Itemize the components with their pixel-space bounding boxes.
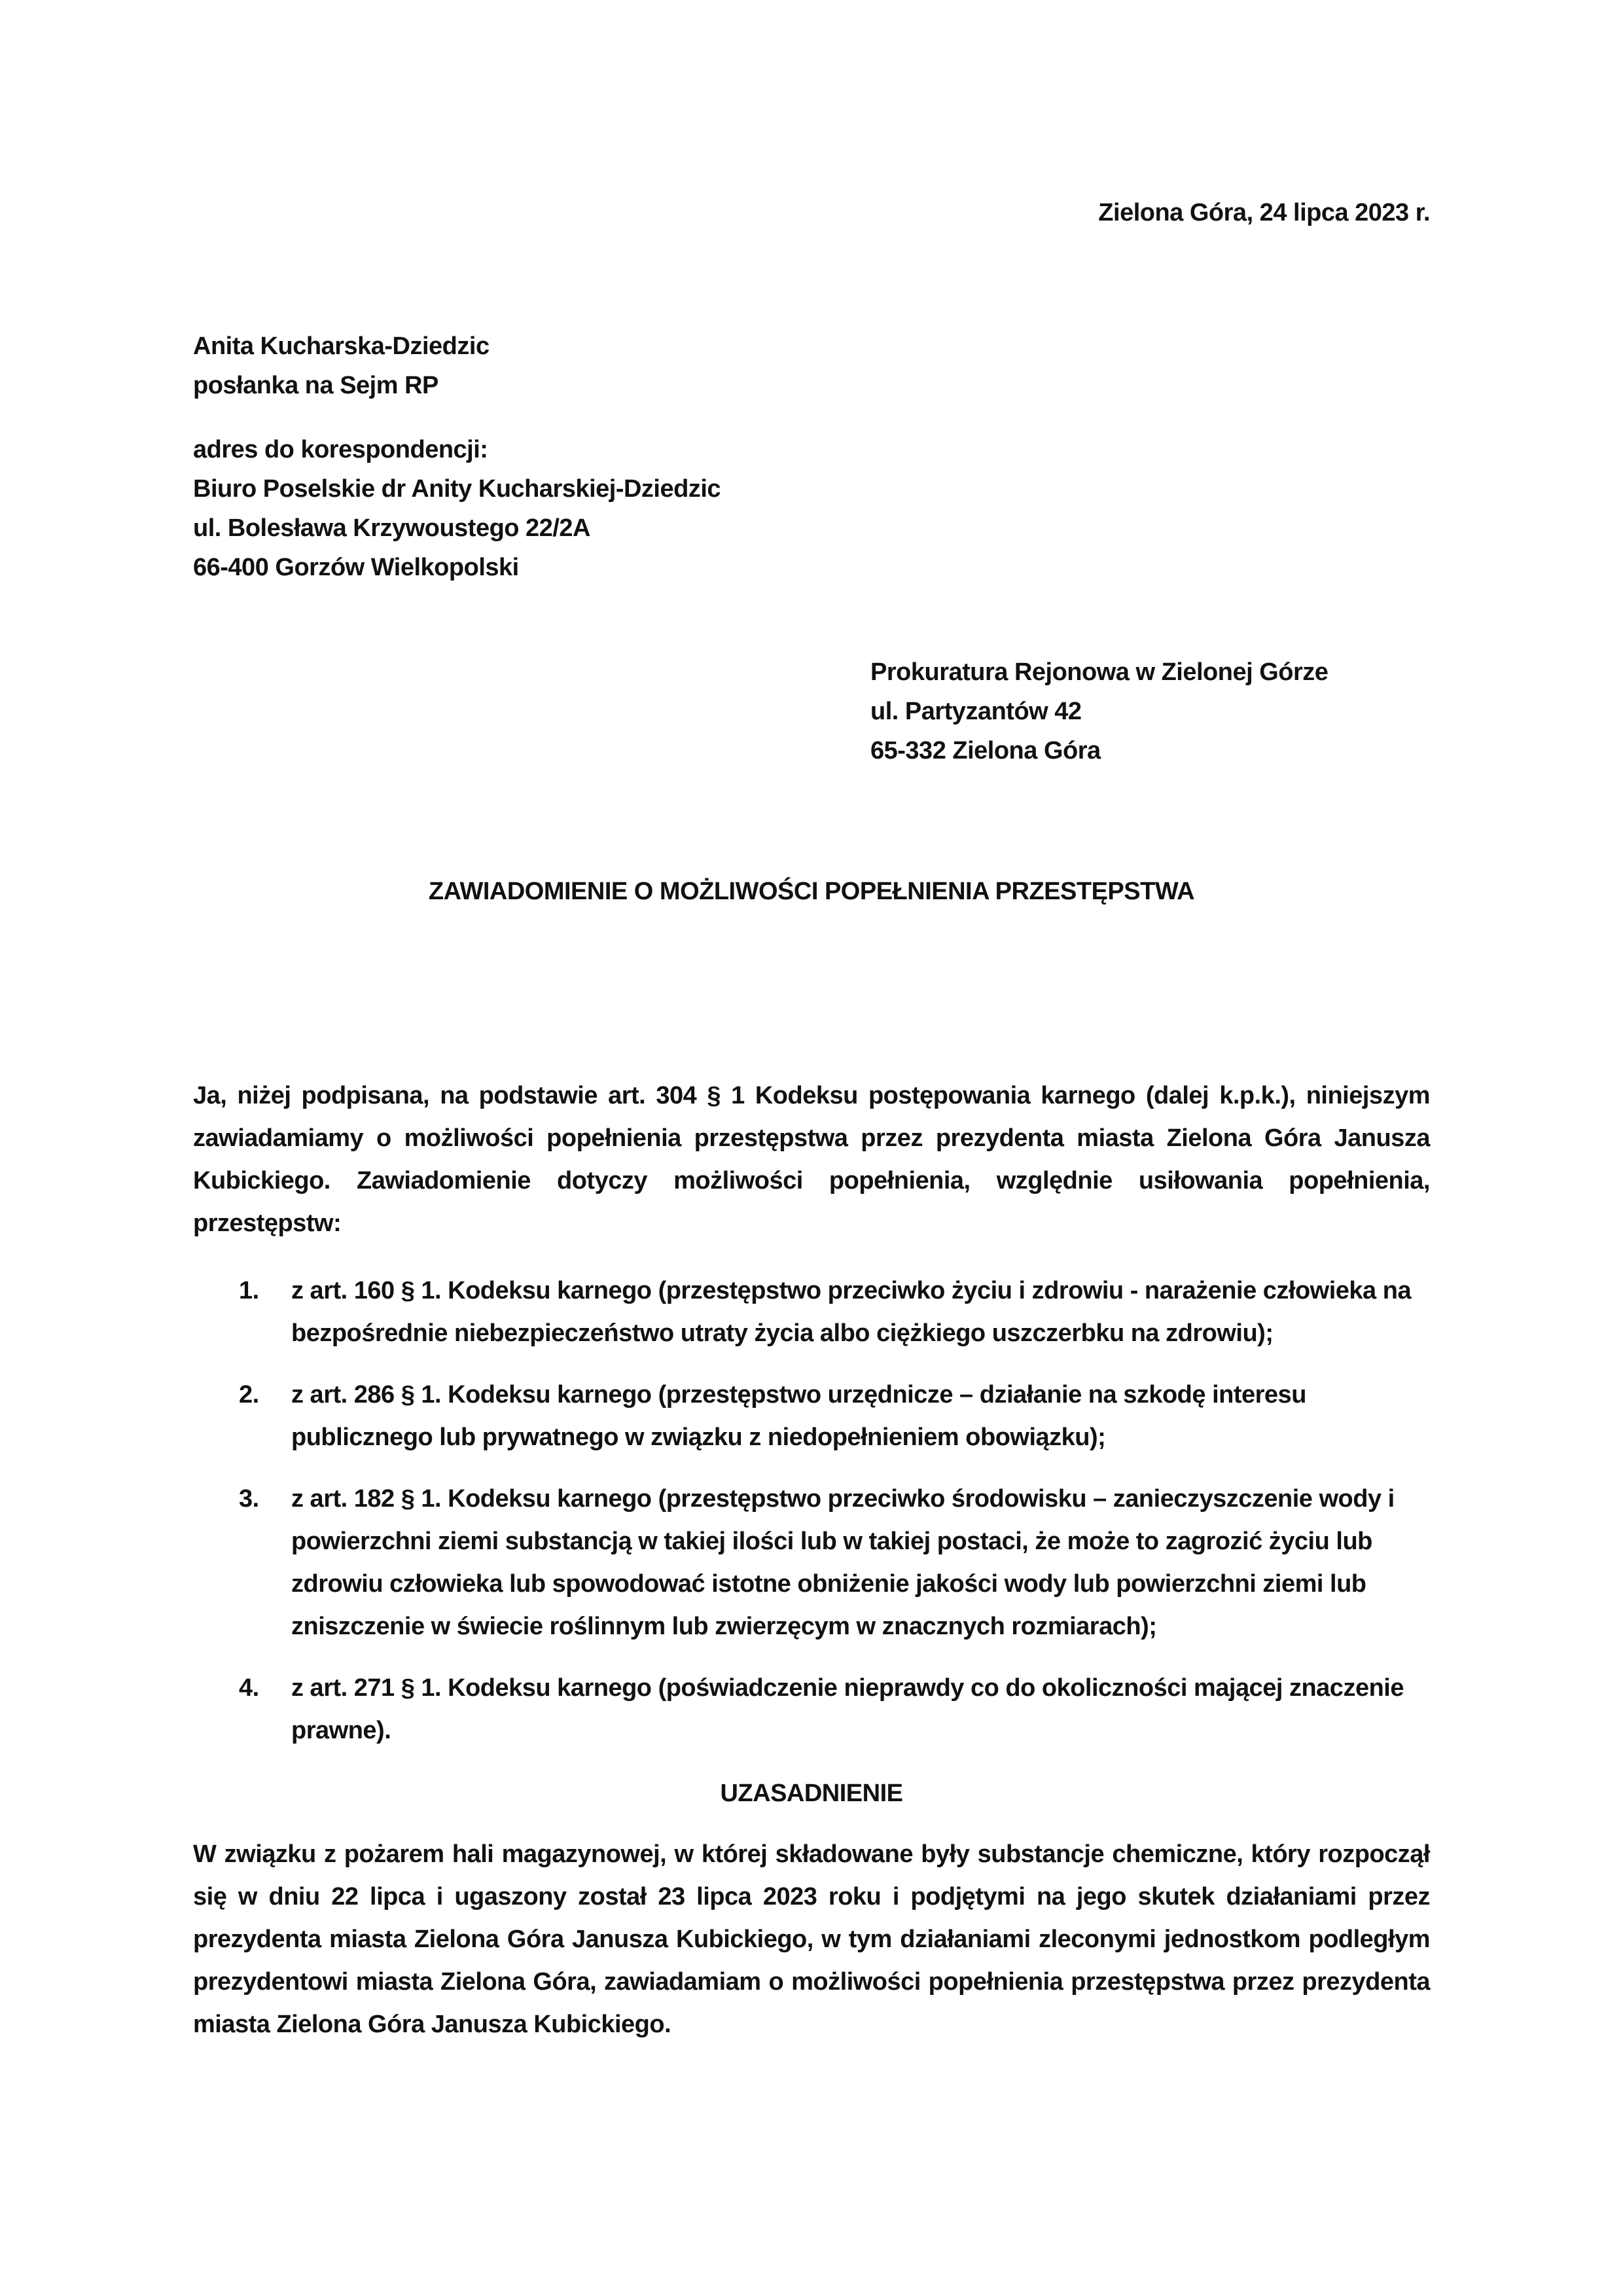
sender-address-line: 66-400 Gorzów Wielkopolski — [193, 554, 519, 581]
charge-number: 1. — [239, 1277, 259, 1304]
date-line: Zielona Góra, 24 lipca 2023 r. — [1098, 199, 1430, 226]
charge-item — [193, 1270, 1430, 1355]
sender-block — [193, 327, 1430, 405]
recipient-line: ul. Partyzantów 42 — [870, 698, 1082, 725]
intro-paragraph: Ja, niżej podpisana, na podstawie art. 304 § 1 Kodeksu postępowania karnego (dalej k.p.k.), niniejszym zawiadamiamy o możliwości popełnienia przestępstwa przez prezydenta miasta Zielona Góra Janusza Kubickiego. Zawiadomienie dotyczy możliwości popełnienia, względnie usiłowania popełnienia, przestępstw: — [193, 1082, 1430, 1237]
sender-address-label: adres do korespondencji: — [193, 436, 488, 463]
charge-item — [193, 1374, 1430, 1459]
charge-text: z art. 160 § 1. Kodeksu karnego (przestępstwo przeciwko życiu i zdrowiu - narażenie człowieka na bezpośrednie niebezpieczeństwo utraty życia albo ciężkiego uszczerbku na zdrowiu); — [291, 1277, 1412, 1347]
sender-address-block — [193, 430, 1430, 587]
charge-item — [193, 1478, 1430, 1648]
sender-role: posłanka na Sejm RP — [193, 372, 438, 399]
document-title: ZAWIADOMIENIE O MOŻLIWOŚCI POPEŁNIENIA PRZESTĘPSTWA — [428, 878, 1195, 905]
charges-list — [193, 1270, 1430, 1752]
recipient-line: Prokuratura Rejonowa w Zielonej Górze — [870, 658, 1329, 686]
charge-number: 2. — [239, 1381, 259, 1408]
recipient-block — [870, 653, 1430, 770]
charge-number: 4. — [239, 1674, 259, 1702]
charge-text: z art. 286 § 1. Kodeksu karnego (przestępstwo urzędnicze – działanie na szkodę interesu publicznego lub prywatnego w związku z niedopełnieniem obowiązku); — [291, 1381, 1306, 1451]
justification-heading: UZASADNIENIE — [720, 1780, 903, 1807]
charge-text: z art. 271 § 1. Kodeksu karnego (poświadczenie nieprawdy co do okoliczności mającej znaczenie prawne). — [291, 1674, 1404, 1744]
charge-text: z art. 182 § 1. Kodeksu karnego (przestępstwo przeciwko środowisku – zanieczyszczenie wody i powierzchni ziemi substancją w takiej ilości lub w takiej postaci, że może to zagrozić życiu lub zdrowiu człowieka lub spowodować istotne obniżenie jakości wody lub powierzchni ziemi lub zniszczenie w świecie roślinnym lub zwierzęcym w znacznych rozmiarach); — [291, 1485, 1395, 1640]
justification-paragraph: W związku z pożarem hali magazynowej, w której składowane były substancje chemiczne, który rozpoczął się w dniu 22 lipca i ugaszony został 23 lipca 2023 roku i podjętymi na jego skutek działaniami przez prezydenta miasta Zielona Góra Janusza Kubickiego, w tym działaniami zleconymi jednostkom podległym prezydentowi miasta Zielona Góra, zawiadamiam o możliwości popełnienia przestępstwa przez prezydenta miasta Zielona Góra Janusza Kubickiego. — [193, 1840, 1430, 2038]
sender-address-line: ul. Bolesława Krzywoustego 22/2A — [193, 514, 590, 542]
charge-number: 3. — [239, 1485, 259, 1513]
charge-item — [193, 1667, 1430, 1752]
sender-name: Anita Kucharska-Dziedzic — [193, 332, 490, 360]
recipient-line: 65-332 Zielona Góra — [870, 737, 1101, 764]
sender-address-line: Biuro Poselskie dr Anity Kucharskiej-Dziedzic — [193, 475, 721, 503]
